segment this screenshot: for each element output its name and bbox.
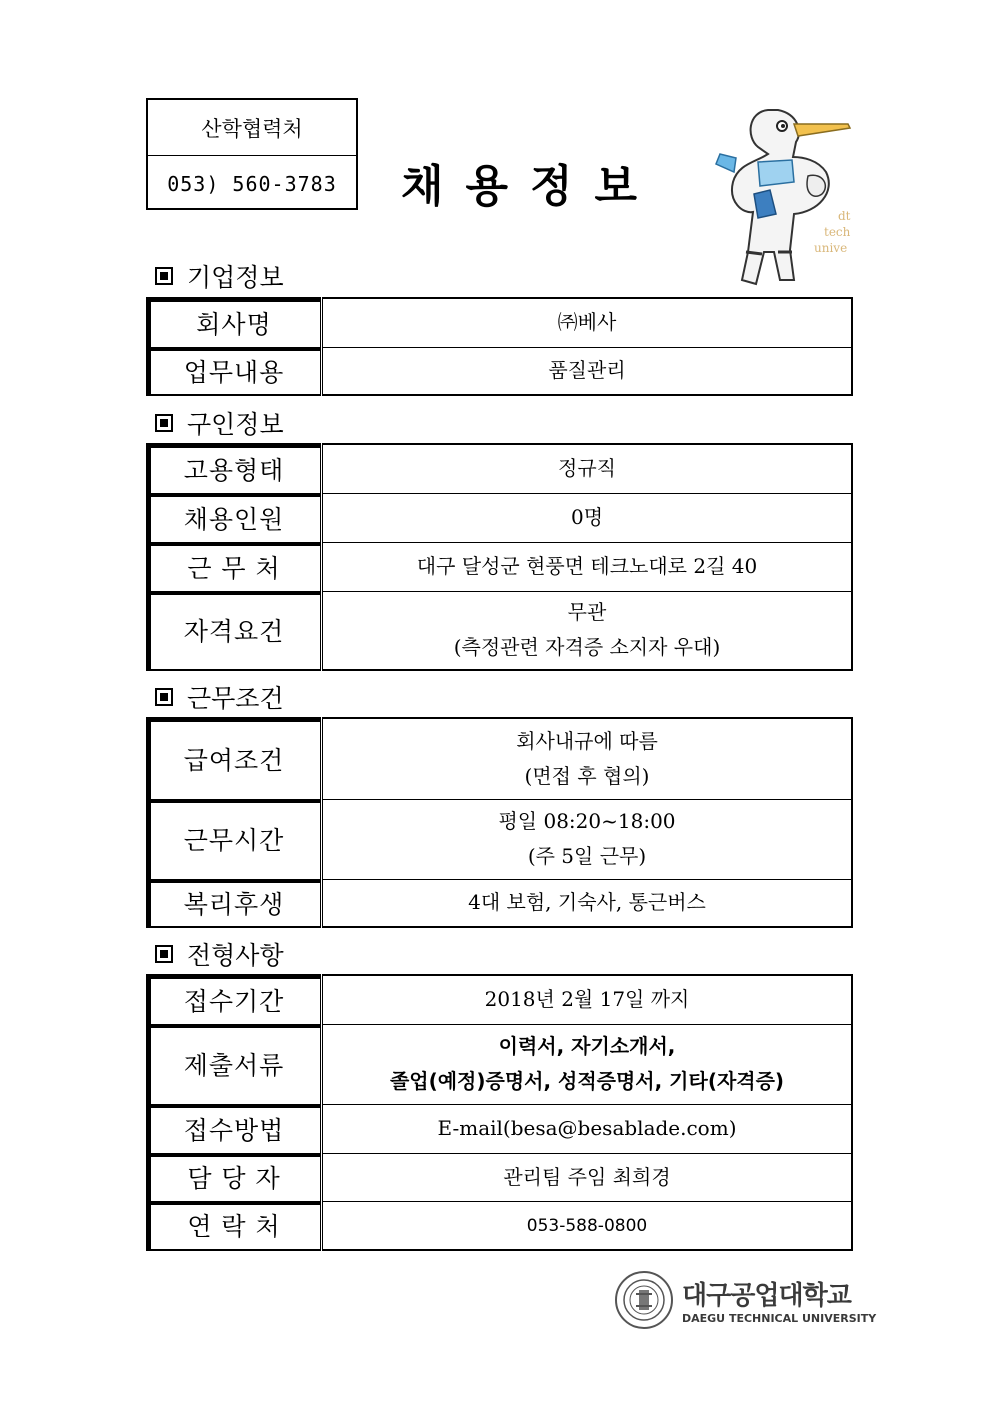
row-value: 2018년 2월 17일 까지: [322, 975, 853, 1024]
job-table: [146, 443, 853, 671]
section-heading-selection: 전형사항: [155, 936, 284, 972]
row-label: 제출서류: [147, 1024, 322, 1104]
university-logo: [614, 1270, 876, 1330]
mascot-illustration: [708, 102, 856, 288]
contact-label: 산학협력처: [148, 100, 356, 156]
row-label: 담 당 자: [147, 1153, 322, 1201]
table-row: [147, 298, 852, 347]
table-row: [147, 718, 852, 799]
row-value: 정규직: [322, 444, 853, 493]
row-label: 급여조건: [147, 718, 322, 799]
table-row: [147, 1153, 852, 1201]
table-row: [147, 1201, 852, 1250]
table-row: [147, 444, 852, 493]
row-value: 053-588-0800: [322, 1201, 853, 1250]
row-value: 품질관리: [322, 347, 853, 395]
row-label: 복리후생: [147, 879, 322, 927]
university-name-en: DAEGU TECHNICAL UNIVERSITY: [682, 1312, 877, 1325]
row-value: E-mail(besa@besablade.com): [322, 1104, 853, 1153]
row-label: 접수기간: [147, 975, 322, 1024]
section-heading-conditions: 근무조건: [155, 679, 284, 715]
row-value: 무관 (측정관련 자격증 소지자 우대): [322, 591, 853, 670]
square-bullet-icon: [155, 688, 173, 706]
row-value: 4대 보험, 기숙사, 통근버스: [322, 879, 853, 927]
company-table: [146, 297, 853, 396]
table-row: [147, 975, 852, 1024]
table-row: [147, 542, 852, 591]
row-label: 채용인원: [147, 493, 322, 542]
mascot-text-3: unive: [814, 241, 848, 255]
row-value: 회사내규에 따름 (면접 후 협의): [322, 718, 853, 799]
row-label: 업무내용: [147, 347, 322, 395]
page-title: 채용정보: [400, 161, 659, 212]
section-heading-company: 기업정보: [155, 258, 284, 294]
row-value: 평일 08:20~18:00 (주 5일 근무): [322, 799, 853, 879]
section-heading-job: 구인정보: [155, 405, 284, 441]
university-name-ko: 대구공업대학교: [682, 1281, 851, 1311]
row-value: 대구 달성군 현풍면 테크노대로 2길 40: [322, 542, 853, 591]
row-label: 접수방법: [147, 1104, 322, 1153]
mascot-text-1: dt: [838, 209, 851, 223]
row-value: ㈜베사: [322, 298, 853, 347]
square-bullet-icon: [155, 414, 173, 432]
row-label: 고용형태: [147, 444, 322, 493]
table-row: [147, 1104, 852, 1153]
contact-phone: 053) 560-3783: [167, 171, 337, 196]
selection-table: [146, 974, 853, 1251]
mascot-text-2: tech: [824, 225, 851, 239]
table-row: [147, 493, 852, 542]
table-row: [147, 1024, 852, 1104]
row-label: 연 락 처: [147, 1201, 322, 1250]
row-label: 회사명: [147, 298, 322, 347]
row-label: 자격요건: [147, 591, 322, 670]
conditions-table: [146, 717, 853, 928]
university-seal-icon: [614, 1270, 674, 1330]
table-row: [147, 799, 852, 879]
square-bullet-icon: [155, 267, 173, 285]
row-value: 관리팀 주임 최희경: [322, 1153, 853, 1201]
row-value: 0명: [322, 493, 853, 542]
square-bullet-icon: [155, 945, 173, 963]
row-label: 근 무 처: [147, 542, 322, 591]
table-row: [147, 879, 852, 927]
table-row: [147, 347, 852, 395]
contact-box: [146, 98, 358, 210]
row-label: 근무시간: [147, 799, 322, 879]
row-value: 이력서, 자기소개서, 졸업(예정)증명서, 성적증명서, 기타(자격증): [322, 1024, 853, 1104]
table-row: [147, 591, 852, 670]
